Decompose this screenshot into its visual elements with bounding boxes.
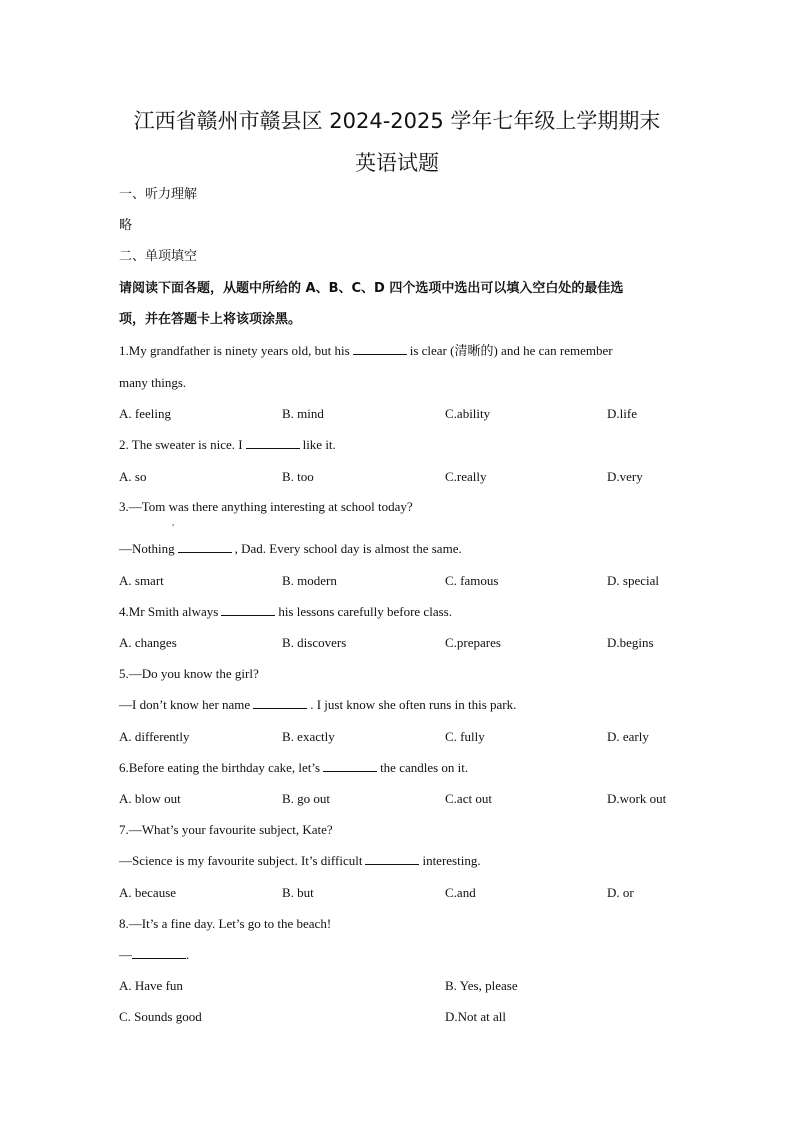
question-5-line2: —I don’t know her name . I just know she often runs in this park. — [119, 697, 517, 712]
question-4-option-a: A. changes — [119, 635, 177, 650]
question-3-line2: —Nothing , Dad. Every school day is almost the same. — [119, 541, 462, 556]
question-7-option-c: C.and — [445, 885, 476, 900]
question-5-option-d: D. early — [607, 729, 649, 744]
question-2-option-c: C.really — [445, 469, 487, 484]
answer-blank — [353, 343, 407, 355]
question-1-line2: many things. — [119, 375, 187, 390]
section2-heading: 二、单项填空 — [119, 249, 198, 264]
question-2-line1: 2. The sweater is nice. I like it. — [119, 437, 336, 452]
question-2-option-d: D.very — [607, 469, 643, 484]
question-7-option-d: D. or — [607, 885, 634, 900]
question-6-option-d: D.work out — [607, 791, 667, 806]
answer-blank — [132, 947, 186, 959]
question-5-option-b: B. exactly — [282, 729, 335, 744]
question-2-option-a: A. so — [119, 469, 147, 484]
question-2-option-b: B. too — [282, 469, 314, 484]
section2-instruction-line1: 请阅读下面各题，从题中所给的 A、B、C、D 四个选项中选出可以填入空白处的最佳选 — [119, 281, 624, 296]
answer-blank — [178, 541, 232, 553]
question-5-option-c: C. fully — [445, 729, 485, 744]
question-8-line2: — . — [119, 947, 190, 962]
question-7-line2: —Science is my favourite subject. It’s difficult interesting. — [119, 853, 481, 868]
exam-title-line2: 英语试题 — [355, 151, 439, 175]
question-3-option-b: B. modern — [282, 573, 337, 588]
question-7-line1: 7.—What’s your favourite subject, Kate? — [119, 822, 333, 837]
question-8-option-b: B. Yes, please — [445, 978, 518, 993]
question-8-option-d: D.Not at all — [445, 1009, 507, 1024]
question-4-option-c: C.prepares — [445, 635, 501, 650]
question-6-option-a: A. blow out — [119, 791, 181, 806]
exam-title-line1: 江西省赣州市赣县区 2024-2025 学年七年级上学期期末 — [133, 109, 661, 133]
question-4-line1: 4.Mr Smith always his lessons carefully before class. — [119, 604, 452, 619]
question-8-line1: 8.—It’s a fine day. Let’s go to the beach! — [119, 916, 332, 931]
question-1-option-b: B. mind — [282, 406, 324, 421]
question-7-option-a: A. because — [119, 885, 177, 900]
answer-blank — [323, 760, 377, 772]
question-3-line1: 3.—Tom was there anything interesting at school today? — [119, 499, 413, 514]
question-6-option-c: C.act out — [445, 791, 492, 806]
question-1-line1: 1.My grandfather is ninety years old, but his is clear (清晰的) and he can remember — [119, 343, 613, 358]
question-5-option-a: A. differently — [119, 729, 190, 744]
answer-blank — [246, 437, 300, 449]
section1-note: 略 — [119, 218, 133, 233]
question-4-option-b: B. discovers — [282, 635, 347, 650]
section2-instruction-line2: 项，并在答题卡上将该项涂黑。 — [119, 312, 302, 327]
answer-blank — [221, 604, 275, 616]
answer-blank — [253, 697, 307, 709]
question-6-line1: 6.Before eating the birthday cake, let’s the candles on it. — [119, 760, 469, 775]
question-1-option-a: A. feeling — [119, 406, 171, 421]
question-1-option-d: D.life — [607, 406, 637, 421]
question-3-option-a: A. smart — [119, 573, 164, 588]
question-8-option-a: A. Have fun — [119, 978, 183, 993]
question-7-option-b: B. but — [282, 885, 314, 900]
stray-comma-mark: , — [172, 517, 175, 527]
question-4-option-d: D.begins — [607, 635, 654, 650]
question-5-line1: 5.—Do you know the girl? — [119, 666, 259, 681]
question-3-option-c: C. famous — [445, 573, 499, 588]
question-3-option-d: D. special — [607, 573, 659, 588]
question-1-option-c: C.ability — [445, 406, 491, 421]
question-8-option-c: C. Sounds good — [119, 1009, 202, 1024]
answer-blank — [365, 853, 419, 865]
section1-heading: 一、听力理解 — [119, 187, 198, 202]
question-6-option-b: B. go out — [282, 791, 331, 806]
